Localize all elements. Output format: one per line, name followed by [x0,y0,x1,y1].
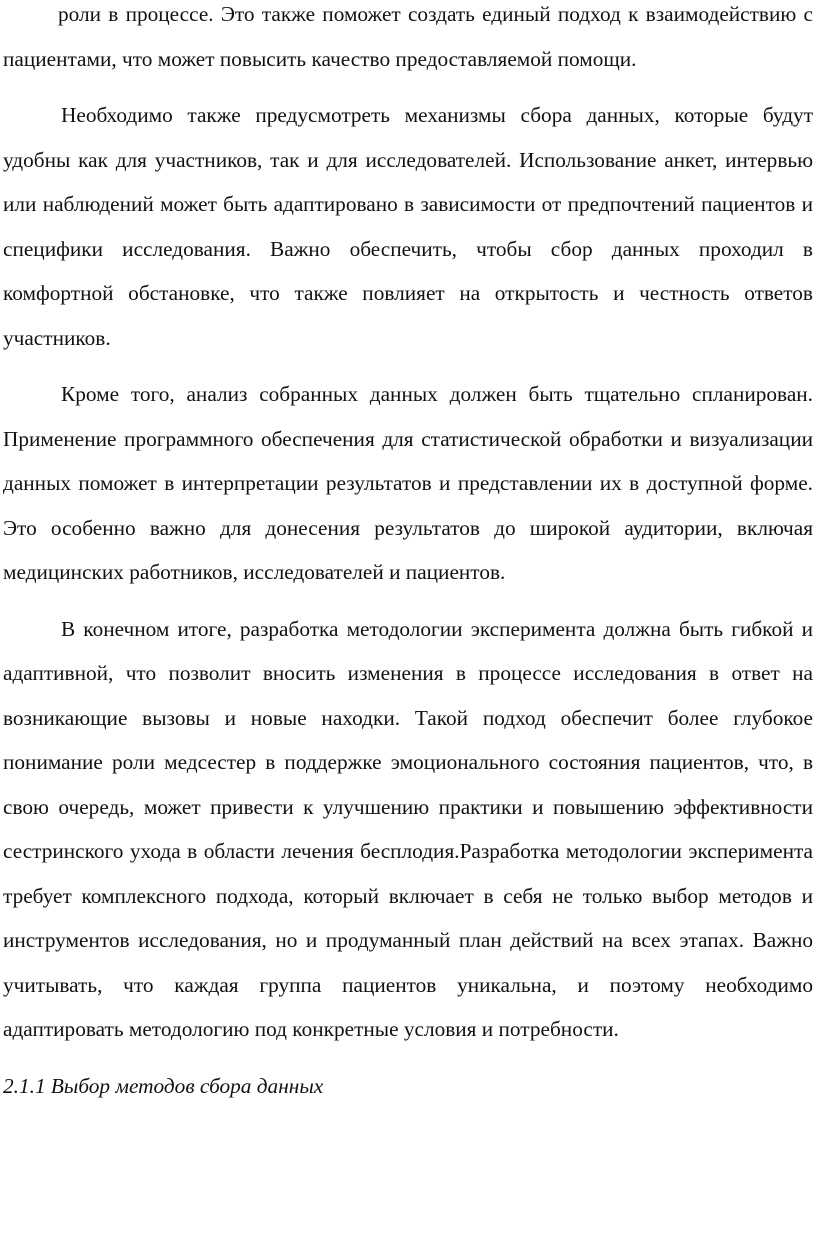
paragraph-continuation: роли в процессе. Это также поможет создать единый подход к взаимодействию с пациентами, что может повысить качество предоставляемой помощи. [3,2,813,71]
paragraph-gap [3,595,813,607]
paragraph-data-analysis: Кроме того, анализ собранных данных должен быть тщательно спланирован. Применение программного обеспечения для статистической обработки и визуализации данных поможет в интерпретации результатов и представлении их в доступной форме. Это особенно важно для донесения результатов до широкой аудитории, включая медицинских работников, исследователей и пациентов. [3,382,813,584]
section-heading: 2.1.1 Выбор методов сбора данных [3,1073,324,1098]
paragraph-data-collection: Необходимо также предусмотреть механизмы сбора данных, которые будут удобны как для участников, так и для исследователей. Использование анкет, интервью или наблюдений может быть адаптировано в зависимости от предпочтений пациентов и специфики исследования. Важно обеспечить, чтобы сбор данных проходил в комфортной обстановке, что также повлияет на открытость и честность ответов участников. [3,103,813,350]
paragraph-gap [3,1052,813,1064]
paragraph-conclusion: В конечном итоге, разработка методологии эксперимента должна быть гибкой и адаптивной, что позволит вносить изменения в процессе исследования в ответ на возникающие вызовы и новые находки. Такой подход обеспечит более глубокое понимание роли медсестер в поддержке эмоционального состояния пациентов, что, в свою очередь, может привести к улучшению практики и повышению эффективности сестринского ухода в области лечения бесплодия.Разработка методологии эксперимента требует комплексного подхода, который включает в себя не только выбор методов и инструментов исследования, но и продуманный план действий на всех этапах. Важно учитывать, что каждая группа пациентов уникальна, и поэтому необходимо адаптировать методологию под конкретные условия и потребности. [3,616,813,1041]
document-page [3,0,813,1108]
paragraph-gap [3,81,813,93]
paragraph-gap [3,360,813,372]
